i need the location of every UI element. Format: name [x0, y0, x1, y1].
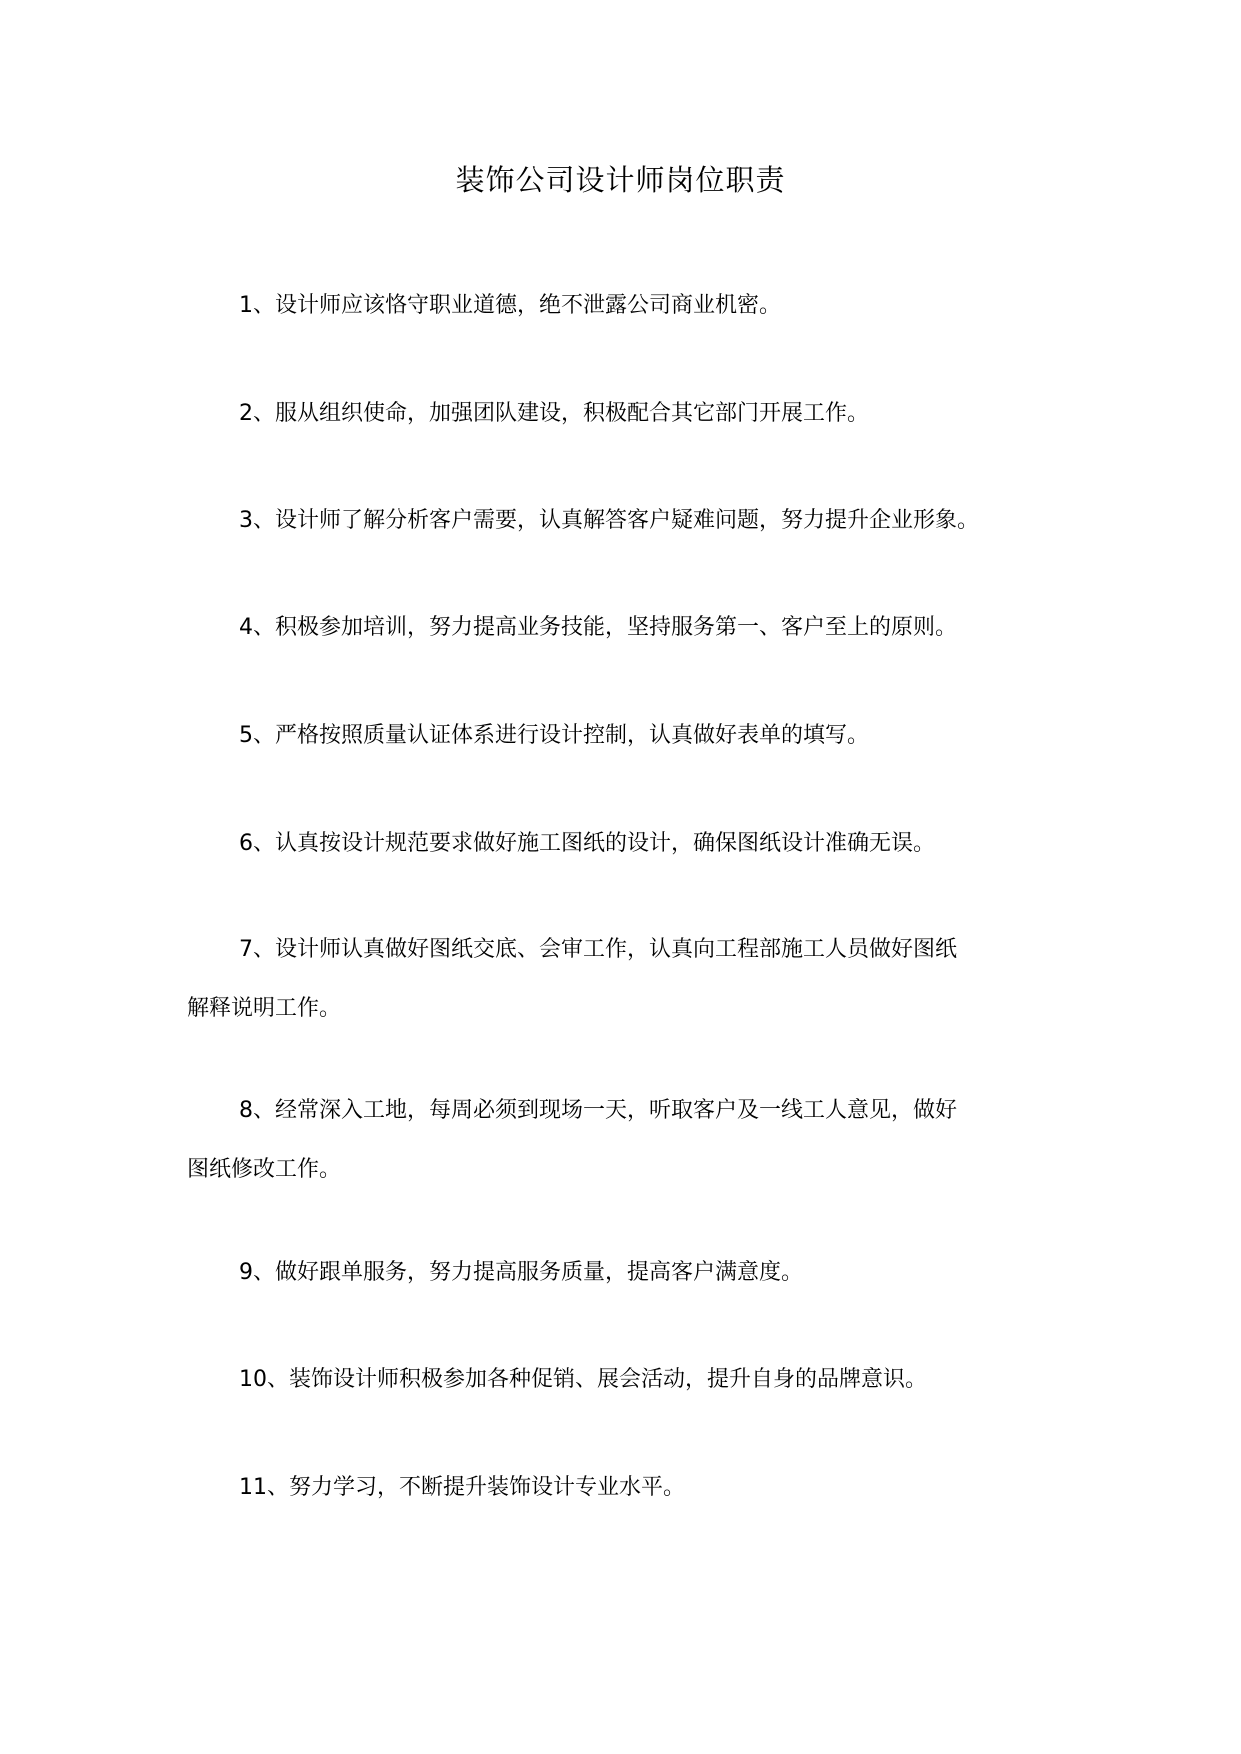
duty-item-text: 10、装饰设计师积极参加各种促销、展会活动，提升自身的品牌意识。 — [239, 1367, 927, 1392]
duty-item-continuation: 图纸修改工作。 — [187, 1157, 342, 1182]
duty-item-text: 7、设计师认真做好图纸交底、会审工作，认真向工程部施工人员做好图纸 — [239, 937, 957, 962]
duty-item-8 — [187, 1095, 1057, 1186]
duty-item-text: 5、严格按照质量认证体系进行设计控制，认真做好表单的填写。 — [239, 723, 869, 748]
duty-item-11 — [187, 1472, 1057, 1504]
page-title: 装饰公司设计师岗位职责 — [455, 163, 786, 197]
duty-item-text: 11、努力学习，不断提升装饰设计专业水平。 — [239, 1475, 685, 1500]
duty-item-text: 1、设计师应该恪守职业道德，绝不泄露公司商业机密。 — [239, 293, 781, 318]
duty-item-7 — [187, 934, 1057, 1025]
duty-item-10 — [187, 1364, 1057, 1396]
duty-item-1 — [187, 290, 1057, 322]
duty-item-6 — [187, 828, 1057, 860]
duty-item-text: 9、做好跟单服务，努力提高服务质量，提高客户满意度。 — [239, 1260, 803, 1285]
duty-item-text: 6、认真按设计规范要求做好施工图纸的设计，确保图纸设计准确无误。 — [239, 831, 935, 856]
duty-item-2 — [187, 398, 1057, 430]
duty-item-3 — [187, 505, 1057, 537]
duty-item-text: 8、经常深入工地，每周必须到现场一天，听取客户及一线工人意见，做好 — [239, 1098, 957, 1123]
duty-item-5 — [187, 720, 1057, 752]
duty-item-text: 3、设计师了解分析客户需要，认真解答客户疑难问题，努力提升企业形象。 — [239, 508, 979, 533]
duty-item-text: 2、服从组织使命，加强团队建设，积极配合其它部门开展工作。 — [239, 401, 869, 426]
duty-item-continuation: 解释说明工作。 — [187, 996, 342, 1021]
duty-item-4 — [187, 612, 1057, 644]
duty-item-text: 4、积极参加培训，努力提高业务技能，坚持服务第一、客户至上的原则。 — [239, 615, 957, 640]
duty-item-9 — [187, 1257, 1057, 1289]
